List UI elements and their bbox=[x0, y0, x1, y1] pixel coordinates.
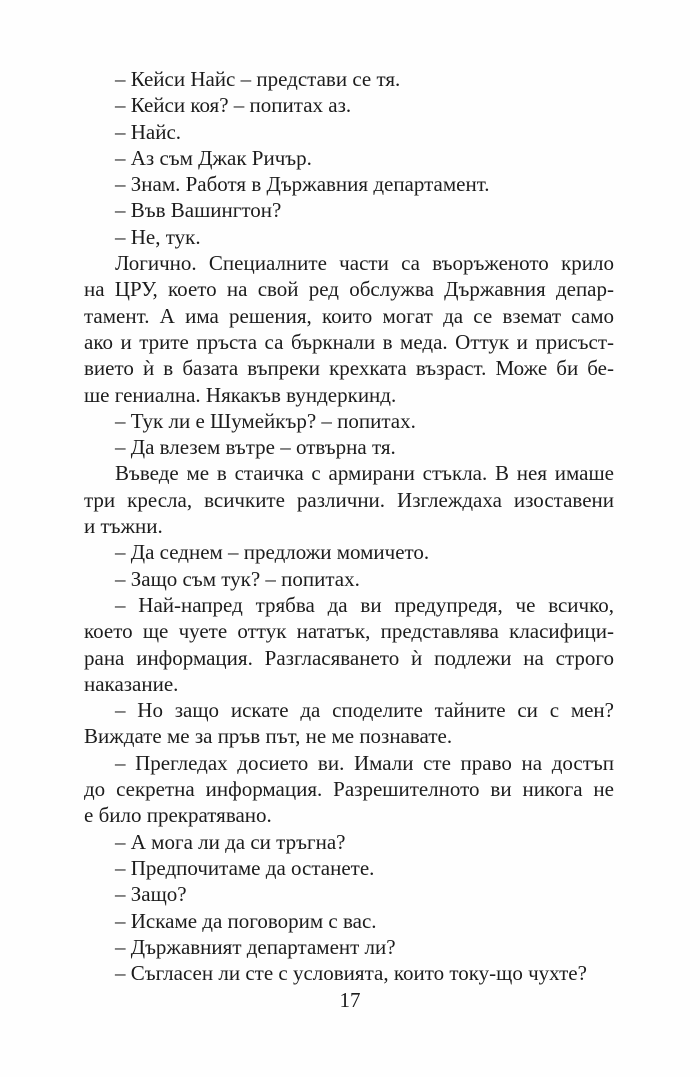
text-line: – Във Вашингтон? bbox=[115, 198, 282, 223]
text-line: – Кейси Найс – представи се тя. bbox=[115, 67, 401, 91]
text-line: наказание. bbox=[84, 671, 179, 696]
text-line: – Съгласен ли сте с условията, които току-що чухте? bbox=[115, 961, 587, 986]
text-line: до секретна информация. Разрешителното ви никога не bbox=[84, 777, 614, 802]
text-line: – Защо? bbox=[115, 882, 187, 907]
text-line: – Да влезем вътре – отвърна тя. bbox=[115, 435, 396, 460]
text-line: рана информация. Разгласяването ѝ подлежи на строго bbox=[84, 645, 614, 670]
text-line: ше гениална. Някакъв вундеркинд. bbox=[84, 382, 397, 407]
text-line: и тъжни. bbox=[84, 514, 163, 539]
text-line: – Предпочитаме да останете. bbox=[115, 855, 375, 880]
text-line: – Кейси коя? – попитах аз. bbox=[115, 93, 352, 118]
text-line: – А мога ли да си тръгна? bbox=[115, 829, 346, 854]
text-line: – Знам. Работя в Държавния департамент. bbox=[115, 172, 490, 197]
text-line: – Защо съм тук? – попитах. bbox=[115, 566, 360, 591]
text-line: вието ѝ в базата въпреки крехката възраст. Може би бе- bbox=[84, 356, 614, 381]
text-line: – Прегледах досието ви. Имали сте право на достъп bbox=[115, 750, 614, 775]
text-line: на ЦРУ, което на свой ред обслужва Държавния депар- bbox=[84, 277, 614, 302]
text-line: три кресла, всичките различни. Изглеждаха изоставени bbox=[84, 487, 614, 512]
text-line: е било прекратявано. bbox=[84, 803, 272, 828]
text-line: – Не, тук. bbox=[115, 224, 201, 249]
text-line: – Тук ли е Шумейкър? – попитах. bbox=[115, 408, 416, 433]
text-line: – Да седнем – предложи момичето. bbox=[115, 540, 430, 565]
text-line: Виждате ме за пръв път, не ме познавате. bbox=[84, 724, 453, 749]
text-line: ако и трите пръста са бъркнали в меда. Оттук и присъст- bbox=[84, 329, 614, 354]
body-text bbox=[84, 66, 614, 986]
text-line: Логично. Специалните части са въоръженото крило bbox=[115, 251, 614, 276]
text-line: – Но защо искате да споделите тайните си с мен? bbox=[115, 698, 614, 723]
page-number: 17 bbox=[339, 988, 361, 1012]
text-line: – Аз съм Джак Ричър. bbox=[115, 145, 312, 170]
text-line: – Държавният департамент ли? bbox=[115, 934, 396, 959]
text-line: тамент. А има решения, които могат да се вземат само bbox=[84, 303, 614, 328]
text-line: което ще чуете оттук нататък, представлява класифици- bbox=[84, 619, 614, 644]
text-line: – Искаме да поговорим с вас. bbox=[115, 908, 377, 933]
text-line: Въведе ме в стаичка с армирани стъкла. В нея имаше bbox=[115, 461, 614, 486]
text-line: – Найс. bbox=[115, 119, 182, 144]
text-line: – Най-напред трябва да ви предупредя, че всичко, bbox=[115, 592, 614, 617]
